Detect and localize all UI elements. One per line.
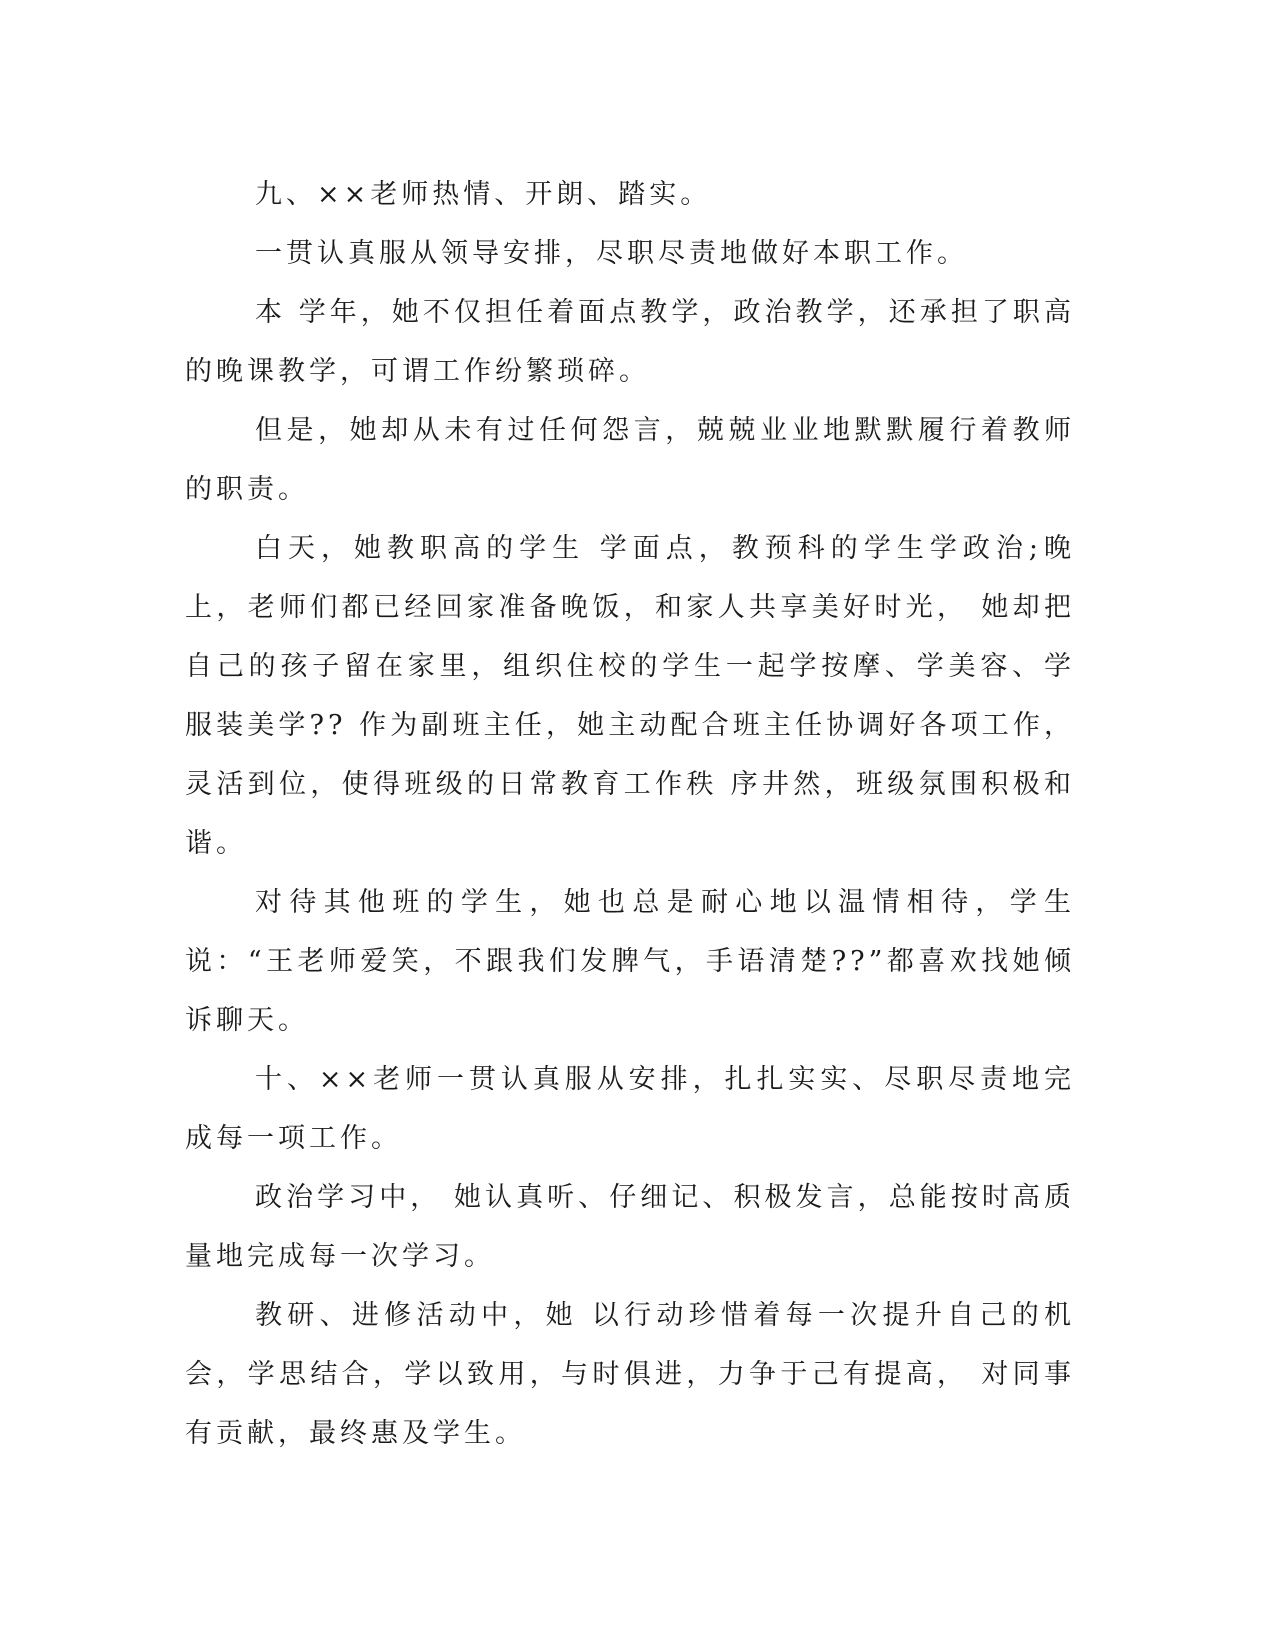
paragraph-4: 但是，她却从未有过任何怨言，兢兢业业地默默履行着教师的职责。	[185, 415, 1075, 505]
paragraph-2: 一贯认真服从领导安排，尽职尽责地做好本职工作。	[255, 238, 968, 269]
paragraph-5: 白天，她教职高的学生 学面点，教预科的学生学政治;晚上，老师们都已经回家准备晚饭，和家人共享美好时光， 她却把自己的孩子留在家里，组织住校的学生一起学按摩、学美容、学服装美学?? 作为副班主任，她主动配合班主任协调好各项工作，灵活到位，使得班级的日常教育工作秩 序井然，班级氛围积极和谐。	[185, 533, 1075, 859]
document-body	[185, 165, 1075, 1463]
paragraph-6: 对待其他班的学生，她也总是耐心地以温情相待，学生说：“王老师爱笑，不跟我们发脾气，手语清楚??”都喜欢找她倾诉聊天。	[185, 887, 1075, 1036]
paragraph-7: 十、××老师一贯认真服从安排，扎扎实实、尽职尽责地完成每一项工作。	[185, 1064, 1075, 1154]
paragraph-1: 九、××老师热情、开朗、踏实。	[255, 179, 712, 210]
paragraph-9: 教研、进修活动中，她 以行动珍惜着每一次提升自己的机会，学思结合，学以致用，与时俱进，力争于己有提高， 对同事有贡献，最终惠及学生。	[185, 1300, 1075, 1449]
paragraph-3: 本 学年，她不仅担任着面点教学，政治教学，还承担了职高的晚课教学，可谓工作纷繁琐碎。	[185, 297, 1075, 387]
paragraph-8: 政治学习中， 她认真听、仔细记、积极发言，总能按时高质量地完成每一次学习。	[185, 1182, 1075, 1272]
